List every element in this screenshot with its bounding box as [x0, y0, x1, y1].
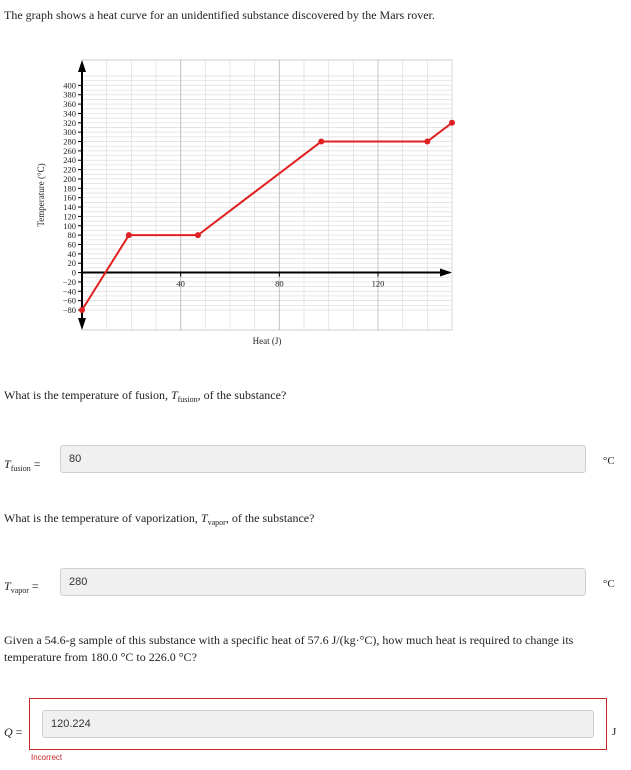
y-tick-label: 260 [63, 145, 76, 156]
fusion-unit: °C [603, 455, 615, 467]
y-tick-label: 80 [67, 230, 76, 241]
x-tick-label: 40 [176, 278, 185, 289]
y-tick-label: 120 [63, 211, 76, 222]
vapor-input[interactable]: 280 [60, 568, 586, 596]
fusion-input[interactable]: 80 [60, 445, 586, 473]
incorrect-feedback: Incorrect [31, 753, 63, 762]
data-point [126, 232, 132, 238]
x-axis-arrow [440, 269, 452, 277]
y-axis-label: Temperature (°C) [36, 163, 46, 227]
y-tick-label: 200 [63, 173, 76, 184]
problem-intro: The graph shows a heat curve for an unidentified substance discovered by the Mars rover. [4, 8, 435, 22]
y-tick-label: 400 [63, 80, 76, 91]
y-axis-arrow-up [78, 60, 86, 72]
y-tick-label: −60 [62, 295, 76, 306]
y-tick-label: 220 [63, 164, 76, 175]
y-tick-label: 320 [63, 117, 76, 128]
y-tick-label: 180 [63, 183, 76, 194]
question-heat: Given a 54.6-g sample of this substance with a specific heat of 57.6 J/(kg·°C), how much heat is required to change its temperature from 180.0 °C to 226.0 °C? [4, 633, 574, 664]
y-tick-label: 20 [67, 258, 76, 269]
x-tick-label: 120 [371, 278, 385, 289]
y-tick-label: 40 [67, 248, 76, 259]
y-tick-label: 240 [63, 155, 76, 166]
y-tick-label: 160 [63, 192, 76, 203]
y-axis-arrow-down [78, 318, 86, 330]
data-point [449, 120, 455, 126]
y-tick-label: 340 [63, 108, 76, 119]
chart-svg [0, 0, 631, 360]
data-point [318, 139, 324, 145]
y-tick-label: 100 [63, 220, 76, 231]
y-tick-label: −80 [62, 305, 76, 315]
data-point [79, 307, 85, 313]
plot-frame [82, 60, 452, 330]
vapor-unit: °C [603, 578, 615, 590]
y-tick-label: −20 [62, 276, 76, 287]
vapor-label: $T_{vapor}$ = [4, 579, 39, 595]
heat-input[interactable]: 120.224 [42, 710, 594, 738]
heat-unit: J [612, 726, 617, 738]
heat-curve-chart [0, 0, 631, 360]
y-tick-label: 0 [71, 267, 76, 278]
y-tick-label: 280 [63, 136, 76, 147]
data-point [424, 139, 430, 145]
fusion-label: $T_{fusion}$ = [4, 457, 41, 473]
question-vaporization: What is the temperature of vaporization, $T_{vapor}$, of the substance? [4, 511, 315, 527]
x-tick-label: 80 [275, 278, 284, 289]
y-tick-label: −40 [62, 286, 76, 297]
y-tick-label: 380 [63, 89, 76, 100]
y-tick-label: 300 [63, 127, 76, 138]
y-tick-label: 140 [63, 202, 76, 213]
data-point [195, 232, 201, 238]
y-tick-label: 360 [63, 99, 76, 110]
question-fusion: What is the temperature of fusion, $T_{fusion}$, of the substance? [4, 388, 287, 404]
x-axis-label: Heat (J) [252, 336, 282, 346]
heat-label: Q = [4, 725, 23, 739]
y-tick-label: 60 [67, 239, 76, 250]
